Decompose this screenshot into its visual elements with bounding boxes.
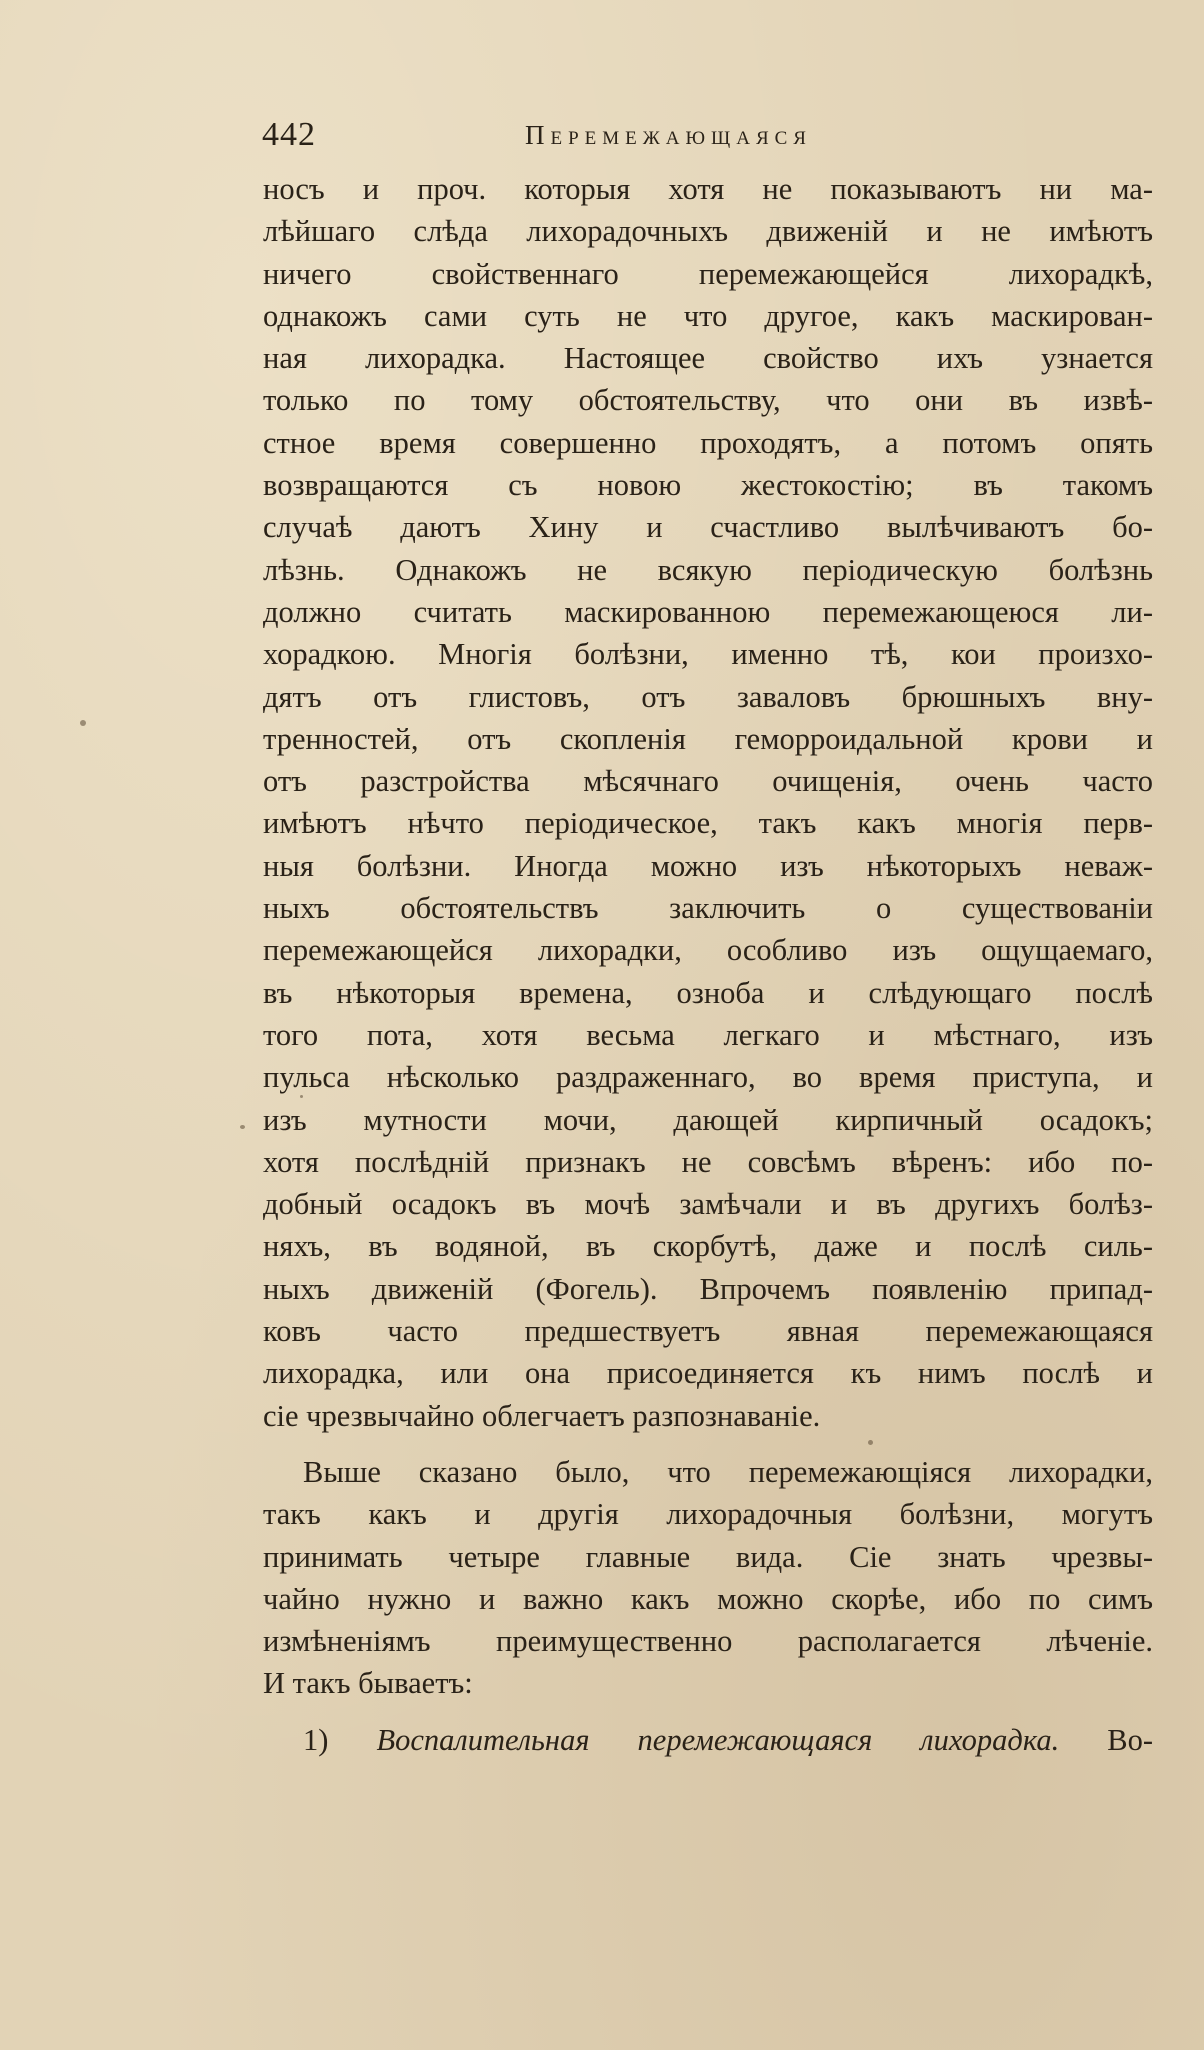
text-line: ныя болѣзни. Иногда можно изъ нѣкоторыхъ неваж- xyxy=(263,848,1153,883)
text-line: случаѣ даютъ Хину и счастливо вылѣчиваютъ бо- xyxy=(263,510,1153,545)
paragraph-gap xyxy=(263,1705,1153,1719)
text-line: дятъ отъ глистовъ, отъ заваловъ брюшныхъ вну- xyxy=(263,679,1153,714)
text-line: измѣненіямъ преимущественно располагается лѣченіе. xyxy=(263,1624,1153,1659)
text-line: такъ какъ и другія лихорадочныя болѣзни, могутъ xyxy=(263,1497,1153,1532)
paper-speck xyxy=(868,1440,873,1445)
paper-speck xyxy=(240,1125,245,1129)
list-item-title: Воспалительная перемежающаяся лихорадка. xyxy=(376,1722,1060,1757)
list-item-line xyxy=(263,1719,1153,1761)
page-header xyxy=(262,116,1142,166)
text-line: И такъ бываетъ: xyxy=(263,1666,473,1701)
paper-speck xyxy=(80,720,86,726)
body-text xyxy=(263,168,1153,1761)
text-line: чайно нужно и важно какъ можно скорѣе, ибо по симъ xyxy=(263,1581,1153,1616)
running-head: Перемежающаяся xyxy=(525,120,812,150)
text-line: имѣютъ нѣчто періодическое, такъ какъ многія перв- xyxy=(263,806,1153,841)
paragraph-1 xyxy=(263,168,1153,1437)
text-line: ныхъ обстоятельствъ заключить о существованіи xyxy=(263,891,1153,926)
text-line: въ нѣкоторыя времена, озноба и слѣдующаго послѣ xyxy=(263,975,1153,1010)
paragraph-2 xyxy=(263,1451,1153,1705)
text-line: ная лихорадка. Настоящее свойство ихъ узнается xyxy=(263,341,1153,376)
text-line: няхъ, въ водяной, въ скорбутѣ, даже и послѣ силь- xyxy=(263,1229,1153,1264)
text-line: хотя послѣдній признакъ не совсѣмъ вѣренъ: ибо по- xyxy=(263,1144,1153,1179)
page-number: 442 xyxy=(262,116,316,153)
text-line: Выше сказано было, что перемежающіяся лихорадки, xyxy=(303,1454,1153,1489)
text-line: хорадкою. Многія болѣзни, именно тѣ, кои произхо- xyxy=(263,637,1153,672)
text-line: лихорадка, или она присоединяется къ нимъ послѣ и xyxy=(263,1356,1153,1391)
text-line: перемежающейся лихорадки, особливо изъ ощущаемаго, xyxy=(263,933,1153,968)
paper-speck xyxy=(300,1095,303,1098)
text-line: однакожъ сами суть не что другое, какъ маскирован- xyxy=(263,298,1153,333)
text-line: добный осадокъ въ мочѣ замѣчали и въ другихъ болѣз- xyxy=(263,1187,1153,1222)
text-line: лѣйшаго слѣда лихорадочныхъ движеній и не имѣютъ xyxy=(263,214,1153,249)
text-line: отъ разстройства мѣсячнаго очищенія, очень часто xyxy=(263,764,1153,799)
text-line: ныхъ движеній (Фогель). Впрочемъ появленію припад- xyxy=(263,1271,1153,1306)
list-item-number: 1) xyxy=(303,1722,329,1757)
text-line: ничего свойственнаго перемежающейся лихорадкѣ, xyxy=(263,256,1153,291)
text-line: должно считать маскированною перемежающеюся ли- xyxy=(263,594,1153,629)
text-line: лѣзнь. Однакожъ не всякую періодическую болѣзнь xyxy=(263,552,1153,587)
text-line: того пота, хотя весьма легкаго и мѣстнаго, изъ xyxy=(263,1017,1153,1052)
list-item-1 xyxy=(263,1719,1153,1761)
text-line: стное время совершенно проходятъ, а потомъ опять xyxy=(263,425,1153,460)
text-line: носъ и проч. которыя хотя не показываютъ ни ма- xyxy=(263,172,1153,206)
text-line: сіе чрезвычайно облегчаетъ разпознаваніе. xyxy=(263,1398,821,1433)
text-line: тренностей, отъ скопленія геморроидальной крови и xyxy=(263,721,1153,756)
text-line: возвращаются съ новою жестокостію; въ такомъ xyxy=(263,468,1153,503)
text-line: пульса нѣсколько раздраженнаго, во время приступа, и xyxy=(263,1060,1153,1095)
text-line: только по тому обстоятельству, что они въ извѣ- xyxy=(263,383,1153,418)
text-line: принимать четыре главные вида. Сіе знать чрезвы- xyxy=(263,1539,1153,1574)
list-item-tail: Во- xyxy=(1107,1722,1154,1757)
paragraph-gap xyxy=(263,1437,1153,1451)
text-line: изъ мутности мочи, дающей кирпичный осадокъ; xyxy=(263,1102,1153,1137)
text-line: ковъ часто предшествуетъ явная перемежающаяся xyxy=(263,1314,1153,1349)
